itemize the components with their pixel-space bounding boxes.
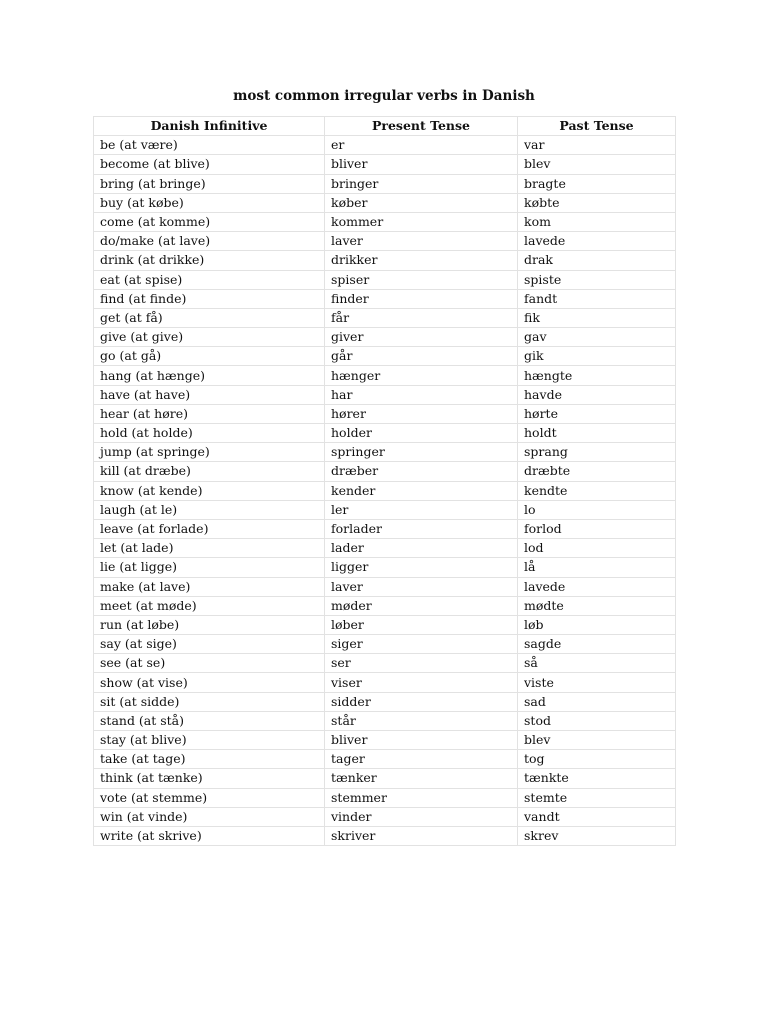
present-tense-cell: viser: [325, 673, 518, 692]
past-tense-cell: sad: [518, 692, 676, 711]
present-tense-cell: springer: [325, 443, 518, 462]
verb-table: [93, 116, 676, 846]
table-row: [94, 692, 676, 711]
table-row: [94, 788, 676, 807]
column-header-present: Present Tense: [325, 117, 518, 136]
table-row: [94, 577, 676, 596]
past-tense-cell: sprang: [518, 443, 676, 462]
infinitive-cell: give (at give): [94, 328, 325, 347]
infinitive-cell: bring (at bringe): [94, 174, 325, 193]
infinitive-cell: let (at lade): [94, 539, 325, 558]
present-tense-cell: hører: [325, 404, 518, 423]
table-row: [94, 270, 676, 289]
past-tense-cell: tog: [518, 750, 676, 769]
table-row: [94, 136, 676, 155]
present-tense-cell: finder: [325, 289, 518, 308]
past-tense-cell: kom: [518, 212, 676, 231]
table-row: [94, 539, 676, 558]
infinitive-cell: hang (at hænge): [94, 366, 325, 385]
table-row: [94, 366, 676, 385]
past-tense-cell: vandt: [518, 807, 676, 826]
present-tense-cell: bliver: [325, 731, 518, 750]
table-row: [94, 193, 676, 212]
past-tense-cell: løb: [518, 615, 676, 634]
infinitive-cell: take (at tage): [94, 750, 325, 769]
infinitive-cell: stay (at blive): [94, 731, 325, 750]
infinitive-cell: think (at tænke): [94, 769, 325, 788]
table-row: [94, 289, 676, 308]
table-row: [94, 769, 676, 788]
present-tense-cell: bringer: [325, 174, 518, 193]
infinitive-cell: drink (at drikke): [94, 251, 325, 270]
present-tense-cell: kommer: [325, 212, 518, 231]
table-row: [94, 596, 676, 615]
table-row: [94, 654, 676, 673]
infinitive-cell: come (at komme): [94, 212, 325, 231]
past-tense-cell: hørte: [518, 404, 676, 423]
table-row: [94, 826, 676, 845]
table-row: [94, 308, 676, 327]
present-tense-cell: drikker: [325, 251, 518, 270]
past-tense-cell: så: [518, 654, 676, 673]
infinitive-cell: run (at løbe): [94, 615, 325, 634]
infinitive-cell: find (at finde): [94, 289, 325, 308]
table-row: [94, 519, 676, 538]
infinitive-cell: see (at se): [94, 654, 325, 673]
past-tense-cell: lavede: [518, 577, 676, 596]
past-tense-cell: gav: [518, 328, 676, 347]
past-tense-cell: sagde: [518, 635, 676, 654]
past-tense-cell: mødte: [518, 596, 676, 615]
past-tense-cell: drak: [518, 251, 676, 270]
present-tense-cell: møder: [325, 596, 518, 615]
table-row: [94, 807, 676, 826]
past-tense-cell: dræbte: [518, 462, 676, 481]
table-header-row: [94, 117, 676, 136]
present-tense-cell: løber: [325, 615, 518, 634]
table-row: [94, 251, 676, 270]
present-tense-cell: går: [325, 347, 518, 366]
infinitive-cell: sit (at sidde): [94, 692, 325, 711]
infinitive-cell: hear (at høre): [94, 404, 325, 423]
infinitive-cell: laugh (at le): [94, 500, 325, 519]
past-tense-cell: bragte: [518, 174, 676, 193]
past-tense-cell: skrev: [518, 826, 676, 845]
present-tense-cell: får: [325, 308, 518, 327]
table-row: [94, 500, 676, 519]
infinitive-cell: be (at være): [94, 136, 325, 155]
infinitive-cell: do/make (at lave): [94, 232, 325, 251]
past-tense-cell: tænkte: [518, 769, 676, 788]
past-tense-cell: købte: [518, 193, 676, 212]
past-tense-cell: blev: [518, 731, 676, 750]
table-row: [94, 424, 676, 443]
present-tense-cell: stemmer: [325, 788, 518, 807]
present-tense-cell: forlader: [325, 519, 518, 538]
present-tense-cell: kender: [325, 481, 518, 500]
past-tense-cell: hængte: [518, 366, 676, 385]
infinitive-cell: vote (at stemme): [94, 788, 325, 807]
table-row: [94, 558, 676, 577]
table-row: [94, 481, 676, 500]
past-tense-cell: fik: [518, 308, 676, 327]
table-row: [94, 462, 676, 481]
column-header-infinitive: Danish Infinitive: [94, 117, 325, 136]
infinitive-cell: stand (at stå): [94, 711, 325, 730]
present-tense-cell: spiser: [325, 270, 518, 289]
present-tense-cell: vinder: [325, 807, 518, 826]
infinitive-cell: get (at få): [94, 308, 325, 327]
present-tense-cell: tænker: [325, 769, 518, 788]
past-tense-cell: fandt: [518, 289, 676, 308]
infinitive-cell: eat (at spise): [94, 270, 325, 289]
infinitive-cell: win (at vinde): [94, 807, 325, 826]
table-row: [94, 443, 676, 462]
past-tense-cell: var: [518, 136, 676, 155]
infinitive-cell: say (at sige): [94, 635, 325, 654]
table-row: [94, 711, 676, 730]
present-tense-cell: dræber: [325, 462, 518, 481]
infinitive-cell: meet (at møde): [94, 596, 325, 615]
table-row: [94, 347, 676, 366]
present-tense-cell: ler: [325, 500, 518, 519]
past-tense-cell: lavede: [518, 232, 676, 251]
table-row: [94, 673, 676, 692]
present-tense-cell: sidder: [325, 692, 518, 711]
present-tense-cell: holder: [325, 424, 518, 443]
infinitive-cell: kill (at dræbe): [94, 462, 325, 481]
past-tense-cell: lo: [518, 500, 676, 519]
past-tense-cell: stemte: [518, 788, 676, 807]
past-tense-cell: spiste: [518, 270, 676, 289]
present-tense-cell: hænger: [325, 366, 518, 385]
present-tense-cell: bliver: [325, 155, 518, 174]
table-row: [94, 155, 676, 174]
past-tense-cell: lå: [518, 558, 676, 577]
present-tense-cell: giver: [325, 328, 518, 347]
table-row: [94, 750, 676, 769]
present-tense-cell: laver: [325, 232, 518, 251]
table-row: [94, 404, 676, 423]
table-row: [94, 174, 676, 193]
table-row: [94, 385, 676, 404]
infinitive-cell: know (at kende): [94, 481, 325, 500]
infinitive-cell: jump (at springe): [94, 443, 325, 462]
infinitive-cell: have (at have): [94, 385, 325, 404]
present-tense-cell: tager: [325, 750, 518, 769]
present-tense-cell: ligger: [325, 558, 518, 577]
past-tense-cell: havde: [518, 385, 676, 404]
present-tense-cell: skriver: [325, 826, 518, 845]
present-tense-cell: har: [325, 385, 518, 404]
present-tense-cell: køber: [325, 193, 518, 212]
table-row: [94, 615, 676, 634]
past-tense-cell: forlod: [518, 519, 676, 538]
present-tense-cell: lader: [325, 539, 518, 558]
infinitive-cell: show (at vise): [94, 673, 325, 692]
present-tense-cell: er: [325, 136, 518, 155]
past-tense-cell: blev: [518, 155, 676, 174]
infinitive-cell: hold (at holde): [94, 424, 325, 443]
past-tense-cell: gik: [518, 347, 676, 366]
infinitive-cell: make (at lave): [94, 577, 325, 596]
present-tense-cell: ser: [325, 654, 518, 673]
past-tense-cell: kendte: [518, 481, 676, 500]
present-tense-cell: laver: [325, 577, 518, 596]
table-row: [94, 328, 676, 347]
column-header-past: Past Tense: [518, 117, 676, 136]
past-tense-cell: stod: [518, 711, 676, 730]
present-tense-cell: står: [325, 711, 518, 730]
infinitive-cell: go (at gå): [94, 347, 325, 366]
past-tense-cell: lod: [518, 539, 676, 558]
infinitive-cell: buy (at købe): [94, 193, 325, 212]
table-row: [94, 635, 676, 654]
present-tense-cell: siger: [325, 635, 518, 654]
infinitive-cell: become (at blive): [94, 155, 325, 174]
infinitive-cell: write (at skrive): [94, 826, 325, 845]
table-row: [94, 232, 676, 251]
infinitive-cell: leave (at forlade): [94, 519, 325, 538]
infinitive-cell: lie (at ligge): [94, 558, 325, 577]
past-tense-cell: viste: [518, 673, 676, 692]
table-row: [94, 212, 676, 231]
verb-table-body: [94, 136, 676, 846]
table-row: [94, 731, 676, 750]
page-title: most common irregular verbs in Danish: [233, 88, 535, 104]
past-tense-cell: holdt: [518, 424, 676, 443]
